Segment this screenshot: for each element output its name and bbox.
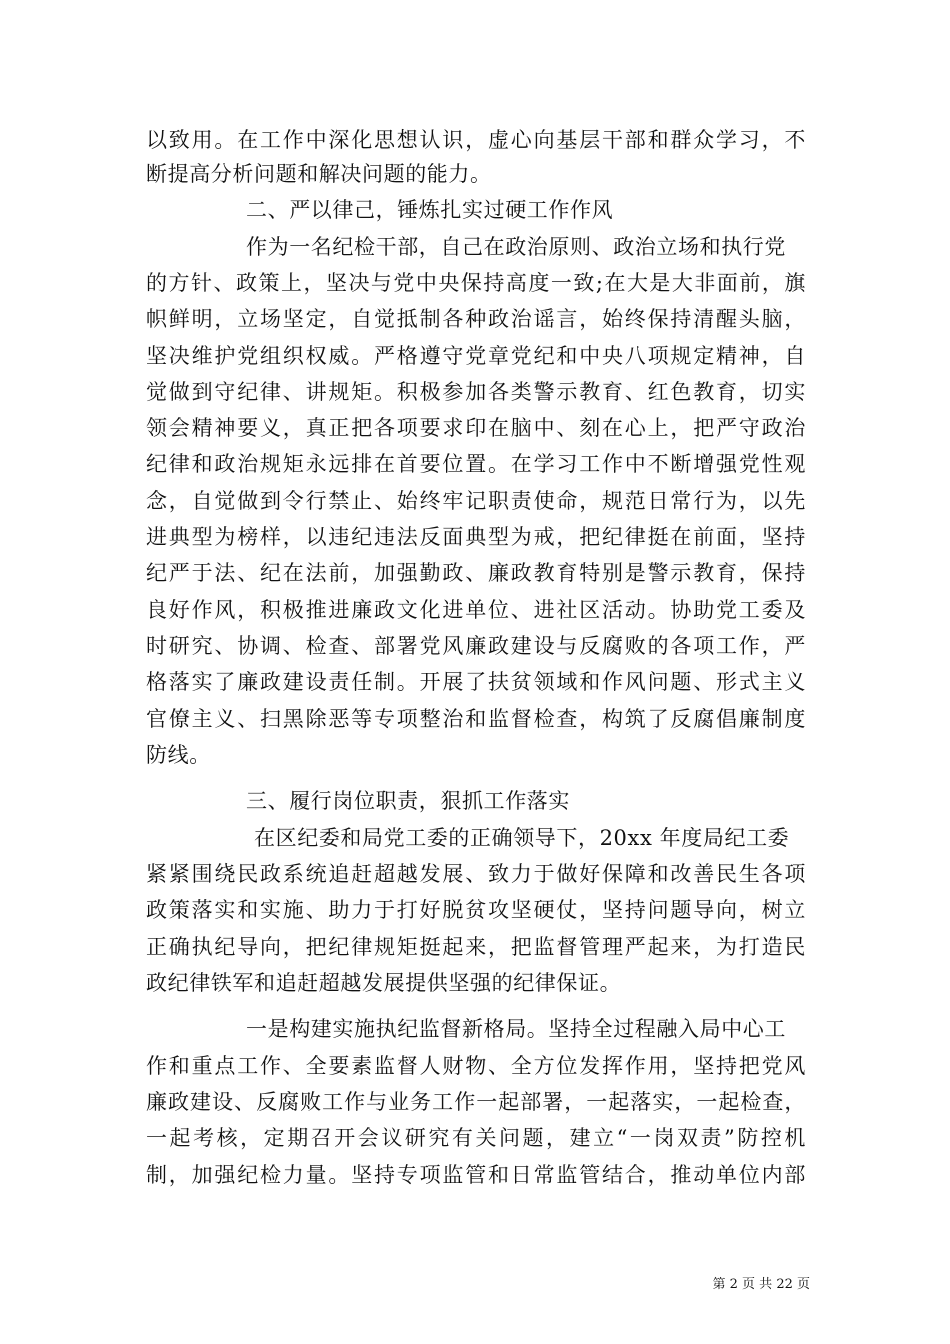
text-line-20: 在区纪委和局党工委的正确领导下，20xx 年度局纪工委 <box>254 826 790 850</box>
text-line-9: 领会精神要义，真正把各项要求印在脑中、刻在心上，把严守政治 <box>146 416 806 440</box>
text-line-17: 官僚主义、扫黑除恶等专项整治和监督检查，构筑了反腐倡廉制度 <box>146 707 806 731</box>
text-line-1: 以致用。在工作中深化思想认识，虚心向基层干部和群众学习，不 <box>146 128 806 152</box>
text-line-22: 政策落实和实施、助力于打好脱贫攻坚硬仗，坚持问题导向，树立 <box>146 898 806 922</box>
text-line-23: 正确执纪导向，把纪律规矩挺起来，把监督管理严起来，为打造民 <box>146 935 806 959</box>
section-heading-2: 二、严以律己，锤炼扎实过硬工作作风 <box>246 198 614 222</box>
text-line-25: 一是构建实施执纪监督新格局。坚持全过程融入局中心工 <box>246 1017 786 1041</box>
text-line-10: 纪律和政治规矩永远排在首要位置。在学习工作中不断增强党性观 <box>146 452 806 476</box>
text-line-18: 防线。 <box>146 743 211 767</box>
text-line-8: 觉做到守纪律、讲规矩。积极参加各类警示教育、红色教育，切实 <box>146 380 806 404</box>
text-line-24: 政纪律铁军和追赶超越发展提供坚强的纪律保证。 <box>146 971 622 995</box>
text-line-27: 廉政建设、反腐败工作与业务工作一起部署，一起落实，一起检查， <box>146 1090 806 1114</box>
text-line-5: 的方针、政策上，坚决与党中央保持高度一致;在大是大非面前，旗 <box>146 271 806 295</box>
section-heading-3: 三、履行岗位职责，狠抓工作落实 <box>246 789 570 813</box>
text-line-2: 断提高分析问题和解决问题的能力。 <box>146 162 492 186</box>
text-line-6: 帜鲜明，立场坚定，自觉抵制各种政治谣言，始终保持清醒头脑， <box>146 307 806 331</box>
text-line-26: 作和重点工作、全要素监督人财物、全方位发挥作用，坚持把党风 <box>146 1054 806 1078</box>
text-line-13: 纪严于法、纪在法前，加强勤政、廉政教育特别是警示教育，保持 <box>146 561 806 585</box>
text-line-14: 良好作风，积极推进廉政文化进单位、进社区活动。协助党工委及 <box>146 598 806 622</box>
text-line-29: 制，加强纪检力量。坚持专项监管和日常监管结合，推动单位内部 <box>146 1163 806 1187</box>
text-line-11: 念，自觉做到令行禁止、始终牢记职责使命，规范日常行为，以先 <box>146 489 806 513</box>
text-line-28: 一起考核，定期召开会议研究有关问题，建立“一岗双责”防控机 <box>146 1126 806 1150</box>
text-line-4: 作为一名纪检干部，自己在政治原则、政治立场和执行党 <box>246 235 786 259</box>
text-line-7: 坚决维护党组织权威。严格遵守党章党纪和中央八项规定精神，自 <box>146 344 806 368</box>
text-line-12: 进典型为榜样，以违纪违法反面典型为戒，把纪律挺在前面，坚持 <box>146 525 806 549</box>
page-number-footer: 第 2 页 共 22 页 <box>712 1277 810 1292</box>
text-line-16: 格落实了廉政建设责任制。开展了扶贫领域和作风问题、形式主义 <box>146 670 806 694</box>
text-line-15: 时研究、协调、检查、部署党风廉政建设与反腐败的各项工作，严 <box>146 634 806 658</box>
text-line-21: 紧紧围绕民政系统追赶超越发展、致力于做好保障和改善民生各项 <box>146 862 806 886</box>
